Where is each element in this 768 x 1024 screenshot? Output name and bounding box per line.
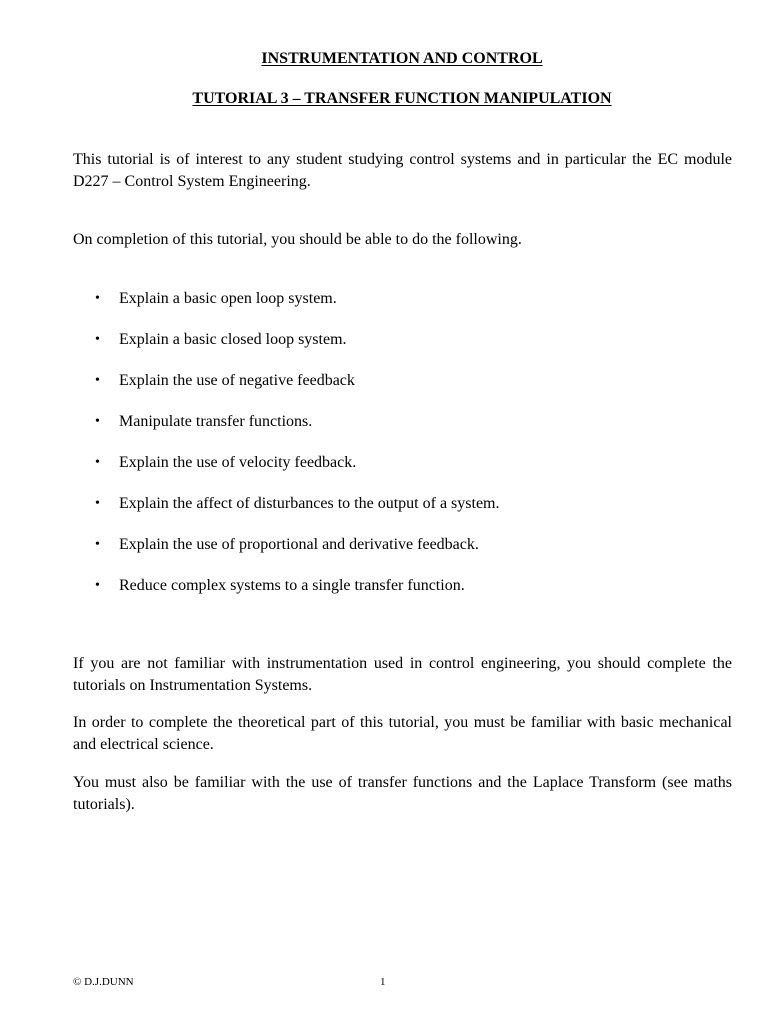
- objective-text: Explain the use of velocity feedback.: [119, 454, 357, 471]
- objective-item: [73, 288, 732, 329]
- bullet-icon: •: [95, 578, 100, 593]
- objective-item: [73, 452, 732, 493]
- objective-item: [73, 411, 732, 452]
- objective-text: Explain a basic open loop system.: [119, 290, 337, 307]
- bullet-icon: •: [95, 373, 100, 388]
- objective-text: Explain the affect of disturbances to the output of a system.: [119, 495, 500, 512]
- objective-text: Manipulate transfer functions.: [119, 413, 313, 430]
- intro-paragraph: This tutorial is of interest to any student studying control systems and in particular the EC module D227 – Control System Engineering.: [73, 151, 732, 190]
- bullet-icon: •: [95, 455, 100, 470]
- objective-text: Reduce complex systems to a single transfer function.: [119, 577, 465, 594]
- objective-text: Explain the use of proportional and derivative feedback.: [119, 536, 479, 553]
- bullet-icon: •: [95, 291, 100, 306]
- objective-text: Explain a basic closed loop system.: [119, 331, 347, 348]
- objective-item: [73, 329, 732, 370]
- objective-item: [73, 575, 732, 616]
- prerequisite-laplace-paragraph: You must also be familiar with the use of transfer functions and the Laplace Transform (see maths tutorials).: [73, 774, 732, 813]
- document-subtitle: TUTORIAL 3 – TRANSFER FUNCTION MANIPULATION: [192, 90, 612, 107]
- objective-item: [73, 493, 732, 534]
- prerequisite-theory-paragraph: In order to complete the theoretical part of this tutorial, you must be familiar with basic mechanical and electrical science.: [73, 714, 732, 753]
- objectives-list: [73, 288, 732, 616]
- page-number: 1: [380, 976, 386, 988]
- completion-lead-paragraph: On completion of this tutorial, you should be able to do the following.: [73, 231, 522, 248]
- objective-text: Explain the use of negative feedback: [119, 372, 355, 389]
- bullet-icon: •: [95, 537, 100, 552]
- bullet-icon: •: [95, 496, 100, 511]
- objective-item: [73, 370, 732, 411]
- prerequisite-instrumentation-paragraph: If you are not familiar with instrumentation used in control engineering, you should complete the tutorials on Instrumentation Systems.: [73, 655, 732, 694]
- bullet-icon: •: [95, 332, 100, 347]
- document-title: INSTRUMENTATION AND CONTROL: [261, 50, 543, 67]
- bullet-icon: •: [95, 414, 100, 429]
- footer-author: © D.J.DUNN: [73, 976, 134, 988]
- objective-item: [73, 534, 732, 575]
